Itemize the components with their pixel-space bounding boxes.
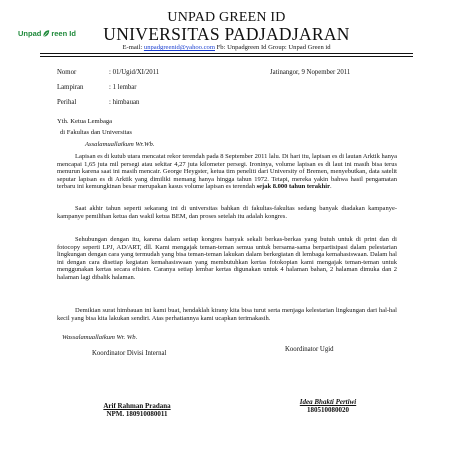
paragraph-2-text: Saat akhir tahun seperti sekarang ini di universitas bahkan di fakultas-fakultas sedang banyak diadakan kampanye-kampanye pemilihan ketua dan wakil ketua BEM, dan proses setelah itu adalah kongres.	[57, 205, 397, 220]
salutation: Assalamuallaikum Wr.Wb.	[85, 141, 155, 148]
paragraph-1-text: Lapisan es di kutub utara mencatat rekor terendah pada 8 September 2011 lalu. Di hari itu, lapisan es di lautan Arktik hanya mencapai 1,65 juta mil persegi atau sekitar 4,27 juta kilometer persegi. Ironinya, volume lapisan es di laut ini masih bisa terus menurun karena saat ini masih mencair. George Heygster, ketua tim peneliti dari University of Bremen, menyebutkan, data satelit seputar lapisan es di Arktik yang dimiliki memang hanya hingga tahun 1972. Tetapi, mereka yakin bahwa hasil pengamatan terbaru ini kemungkinan besar merupakan kasus volume lapisan es terendah	[57, 153, 397, 191]
logo-text-left: Unpad	[18, 28, 42, 38]
paragraph-2	[57, 205, 397, 220]
lampiran-value: : 1 lembar	[109, 84, 137, 91]
recipient-line-1: Yth. Ketua Lembaga	[57, 118, 113, 125]
header-rule-thick	[40, 53, 413, 54]
contact-prefix: E-mail:	[122, 44, 144, 51]
header-rule-thin	[40, 56, 413, 57]
right-signatory	[278, 398, 378, 414]
paragraph-1-end: .	[329, 183, 332, 191]
left-signature-title: Koordinator Divisi Internal	[92, 350, 167, 357]
left-signatory-name: Arif Rahman Pradana	[103, 402, 171, 410]
university-name: UNIVERSITAS PADJADJARAN	[103, 24, 350, 44]
contact-line	[0, 44, 453, 51]
nomor-label: Nomor	[57, 69, 77, 76]
right-signature-title: Koordinator Ugid	[285, 346, 334, 353]
right-signatory-name: Idea Bhakti Pertiwi	[299, 398, 357, 406]
meta-lampiran	[57, 84, 137, 91]
paragraph-4-text: Demikian surat himbauan ini kami buat, hendaklah kirany kita bisa turut serta menjaga kelestarian lingkungan dari hal-hal kecil yang bisa kita lakukan sendiri. Atas perhatiannya kami ucapkan terimakasih.	[57, 307, 397, 322]
email-link[interactable]: unpadgreenid@yahoo.com	[143, 44, 215, 51]
letter-date: Jatinangor, 9 Nopember 2011	[270, 69, 351, 76]
paragraph-1	[57, 153, 397, 191]
contact-suffix: Fb: Unpadgreen Id Group: Unpad Green id	[214, 44, 331, 51]
paragraph-3-text: Sehubungan dengan itu, karena dalam setiap kongres banyak sekali berkas-berkas yang butuh untuk di print dan di fotocopy seperti LPJ, AD/ART, dll. Kami mengajak teman-teman semua untuk bersama-sama berpartisipasi dalam pelestarian lingkungan dengan cara yang termudah yang bisa teman-teman lakukan dalam berkegiatan di lembaga kemahasiswaan. Dalam hal ini dengan cara disetiap kegiatan kemahasiswaan yang membutuhkan kertas fotokopian kami mengajak teman-teman untuk menggunakan kertas secara efisien. Caranya setiap lembar kertas digunakan untuk 4 halaman bahan, 2 halaman dimuka dan 2 halaman lagi dibalik halaman.	[57, 236, 397, 281]
left-signatory	[82, 402, 192, 418]
paragraph-4	[57, 307, 397, 322]
logo-text-right: reen Id	[51, 28, 76, 38]
paragraph-3	[57, 236, 397, 282]
lampiran-label: Lampiran	[57, 84, 84, 91]
meta-perihal	[57, 99, 139, 106]
meta-nomor	[57, 69, 159, 76]
paragraph-1-bold: sejak 8.000 tahun terakhir	[256, 183, 330, 191]
left-signatory-npm: NPM. 180910080011	[106, 410, 168, 418]
right-signatory-npm: 180510080020	[307, 406, 349, 414]
recipient-line-2: di Fakultas dan Universitas	[60, 129, 132, 136]
org-name: UNPAD GREEN ID	[167, 10, 286, 25]
perihal-value: : himbauan	[109, 99, 140, 106]
closing: Wassalamuallaikum Wr. Wb.	[62, 334, 138, 341]
nomor-value: : 01/Ugid/XI/2011	[109, 69, 160, 76]
perihal-label: Perihal	[57, 99, 77, 106]
